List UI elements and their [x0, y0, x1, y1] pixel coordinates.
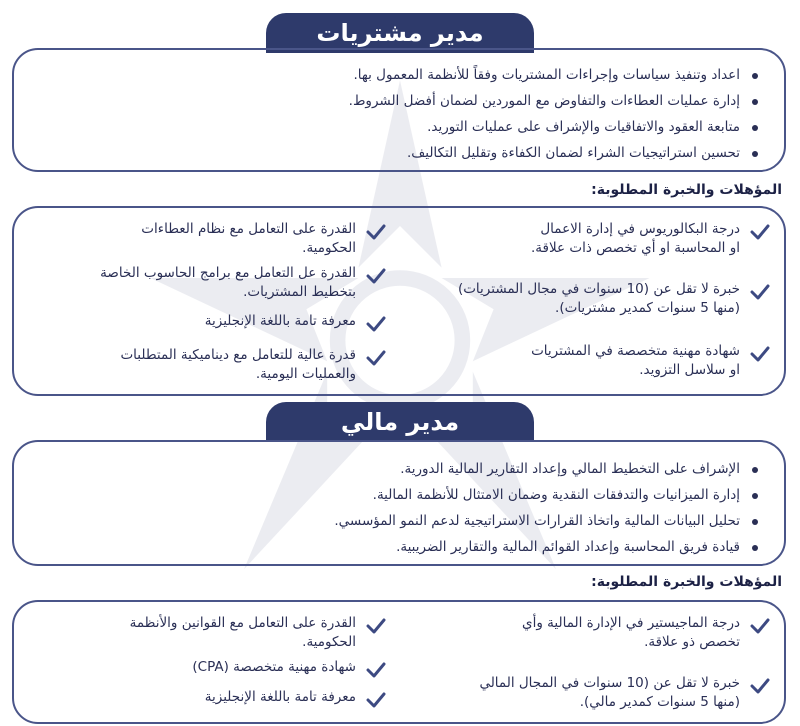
check-icon	[366, 616, 386, 636]
list-item: إدارة عمليات العطاءات والتفاوض مع الموردين لضمان أفضل الشروط.	[36, 88, 762, 114]
qualification-item: معرفة تامة باللغة الإنجليزية	[26, 312, 386, 334]
check-icon	[750, 676, 770, 696]
check-icon	[366, 266, 386, 286]
qualification-item: قدرة عالية للتعامل مع ديناميكية المتطلبات والعمليات اليومية.	[26, 346, 386, 384]
qualification-item: معرفة تامة باللغة الإنجليزية	[26, 688, 386, 710]
responsibilities-list	[36, 456, 762, 560]
check-icon	[750, 282, 770, 302]
responsibilities-box-procurement	[12, 48, 786, 172]
qualification-item: درجة البكالوريوس في إدارة الاعمال او المحاسبة او أي تخصص ذات علاقة.	[410, 220, 770, 258]
qualifications-box-procurement	[12, 206, 786, 396]
qualifications-box-finance	[12, 600, 786, 724]
qualifications-heading: المؤهلات والخبرة المطلوبة:	[591, 574, 782, 590]
check-icon	[366, 690, 386, 710]
check-icon	[366, 348, 386, 368]
check-icon	[750, 344, 770, 364]
section-title-procurement: مدير مشتريات	[266, 13, 534, 53]
section-title-finance: مدير مالي	[266, 402, 534, 442]
list-item: تحسين استراتيجيات الشراء لضمان الكفاءة وتقليل التكاليف.	[36, 140, 762, 166]
qualification-item: شهادة مهنية متخصصة في المشتريات او سلاسل التزويد.	[410, 342, 770, 380]
list-item: متابعة العقود والاتفاقيات والإشراف على عمليات التوريد.	[36, 114, 762, 140]
check-icon	[750, 222, 770, 242]
qualification-item: القدرة على التعامل مع القوانين والأنظمة الحكومية.	[26, 614, 386, 652]
qualification-item: شهادة مهنية متخصصة (CPA)	[26, 658, 386, 680]
list-item: اعداد وتنفيذ سياسات وإجراءات المشتريات وفقاً للأنظمة المعمول بها.	[36, 62, 762, 88]
check-icon	[750, 616, 770, 636]
qualification-item: القدرة عل التعامل مع برامج الحاسوب الخاصة بتخطيط المشتريات.	[26, 264, 386, 302]
check-icon	[366, 314, 386, 334]
list-item: تحليل البيانات المالية واتخاذ القرارات الاستراتيجية لدعم النمو المؤسسي.	[36, 508, 762, 534]
check-icon	[366, 660, 386, 680]
qualification-item: خبرة لا تقل عن (10 سنوات في مجال المشتريات) (منها 5 سنوات كمدير مشتريات).	[410, 280, 770, 318]
qualification-item: درجة الماجيستير في الإدارة المالية وأي تخصص ذو علاقة.	[410, 614, 770, 652]
responsibilities-list	[36, 62, 762, 166]
list-item: إدارة الميزانيات والتدفقات النقدية وضمان الامتثال للأنظمة المالية.	[36, 482, 762, 508]
check-icon	[366, 222, 386, 242]
list-item: قيادة فريق المحاسبة وإعداد القوائم المالية والتقارير الضريبية.	[36, 534, 762, 560]
qualification-item: القدرة على التعامل مع نظام العطاءات الحكومية.	[26, 220, 386, 258]
qualification-item: خبرة لا تقل عن (10 سنوات في المجال المالي (منها 5 سنوات كمدير مالي).	[410, 674, 770, 712]
list-item: الإشراف على التخطيط المالي وإعداد التقارير المالية الدورية.	[36, 456, 762, 482]
qualifications-heading: المؤهلات والخبرة المطلوبة:	[591, 182, 782, 198]
responsibilities-box-finance	[12, 440, 786, 566]
